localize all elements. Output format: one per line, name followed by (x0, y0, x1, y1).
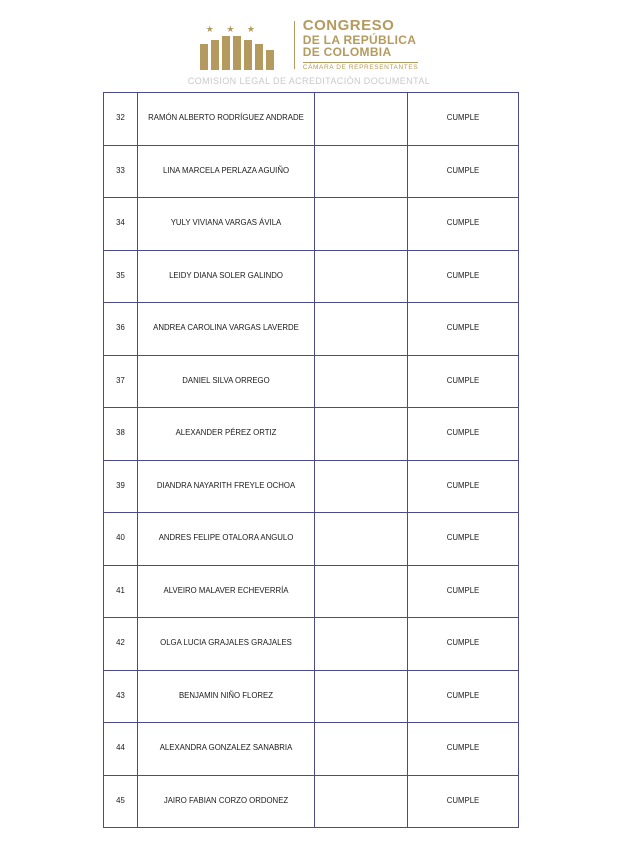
row-name: RAMÓN ALBERTO RODRÍGUEZ ANDRADE (138, 93, 315, 146)
row-status: CUMPLE (408, 355, 519, 408)
logo-line-1: CONGRESO (302, 17, 395, 35)
row-name: YULY VIVIANA VARGAS ÁVILA (138, 198, 315, 251)
logo-line-3: DE COLOMBIA (302, 45, 392, 60)
row-blank (315, 408, 408, 461)
logo-line-4: CÁMARA DE REPRESENTANTES (302, 64, 419, 72)
row-number: 32 (104, 93, 138, 146)
table-row (104, 355, 519, 408)
row-name: DIANDRA NAYARITH FREYLE OCHOA (138, 460, 315, 513)
logo-divider (294, 21, 295, 69)
logo-line-2: DE LA REPÚBLICA (302, 32, 417, 47)
row-blank (315, 513, 408, 566)
row-number: 37 (104, 355, 138, 408)
table-row (104, 250, 519, 303)
table-row (104, 618, 519, 671)
row-blank (315, 250, 408, 303)
row-blank (315, 618, 408, 671)
row-status: CUMPLE (408, 723, 519, 776)
table-row (104, 145, 519, 198)
document-subtitle: COMISION LEGAL DE ACREDITACIÓN DOCUMENTAL (187, 76, 431, 86)
table-row (104, 303, 519, 356)
row-status: CUMPLE (408, 303, 519, 356)
row-name: OLGA LUCIA GRAJALES GRAJALES (138, 618, 315, 671)
row-number: 41 (104, 565, 138, 618)
table-row (104, 723, 519, 776)
row-status: CUMPLE (408, 460, 519, 513)
row-status: CUMPLE (408, 408, 519, 461)
row-blank (315, 670, 408, 723)
row-blank (315, 145, 408, 198)
row-name: ALVEIRO MALAVER ECHEVERRÍA (138, 565, 315, 618)
row-number: 33 (104, 145, 138, 198)
row-number: 34 (104, 198, 138, 251)
row-status: CUMPLE (408, 93, 519, 146)
congreso-logo (200, 18, 418, 72)
table-row (104, 670, 519, 723)
registry-table (103, 92, 519, 828)
row-number: 43 (104, 670, 138, 723)
row-number: 39 (104, 460, 138, 513)
registry-table-wrapper (103, 92, 515, 828)
row-number: 36 (104, 303, 138, 356)
row-blank (315, 775, 408, 828)
table-row (104, 198, 519, 251)
row-status: CUMPLE (408, 250, 519, 303)
row-name: LEIDY DIANA SOLER GALINDO (138, 250, 315, 303)
row-blank (315, 198, 408, 251)
row-name: ALEXANDER PÉREZ ORTIZ (138, 408, 315, 461)
row-number: 44 (104, 723, 138, 776)
stars-icon: ★ ★ ★ (205, 24, 260, 34)
row-blank (315, 723, 408, 776)
row-name: ANDREA CAROLINA VARGAS LAVERDE (138, 303, 315, 356)
table-row (104, 565, 519, 618)
row-status: CUMPLE (408, 565, 519, 618)
row-status: CUMPLE (408, 145, 519, 198)
logo-wordmark (303, 18, 418, 72)
congreso-emblem-icon (200, 18, 286, 72)
row-status: CUMPLE (408, 618, 519, 671)
row-blank (315, 303, 408, 356)
table-row (104, 93, 519, 146)
row-blank (315, 460, 408, 513)
row-name: JAIRO FABIAN CORZO ORDONEZ (138, 775, 315, 828)
row-name: LINA MARCELA PERLAZA AGUIÑO (138, 145, 315, 198)
row-number: 40 (104, 513, 138, 566)
row-status: CUMPLE (408, 775, 519, 828)
table-row (104, 408, 519, 461)
row-name: BENJAMIN NIÑO FLOREZ (138, 670, 315, 723)
table-row (104, 775, 519, 828)
table-row (104, 513, 519, 566)
row-name: ANDRES FELIPE OTALORA ANGULO (138, 513, 315, 566)
row-blank (315, 355, 408, 408)
row-status: CUMPLE (408, 670, 519, 723)
row-number: 38 (104, 408, 138, 461)
document-header (0, 0, 618, 72)
table-row (104, 460, 519, 513)
row-name: ALEXANDRA GONZALEZ SANABRIA (138, 723, 315, 776)
row-blank (315, 93, 408, 146)
row-status: CUMPLE (408, 198, 519, 251)
row-number: 45 (104, 775, 138, 828)
row-number: 42 (104, 618, 138, 671)
columns-icon (200, 36, 286, 70)
row-name: DANIEL SILVA ORREGO (138, 355, 315, 408)
row-number: 35 (104, 250, 138, 303)
registry-table-body (104, 93, 519, 828)
row-status: CUMPLE (408, 513, 519, 566)
row-blank (315, 565, 408, 618)
